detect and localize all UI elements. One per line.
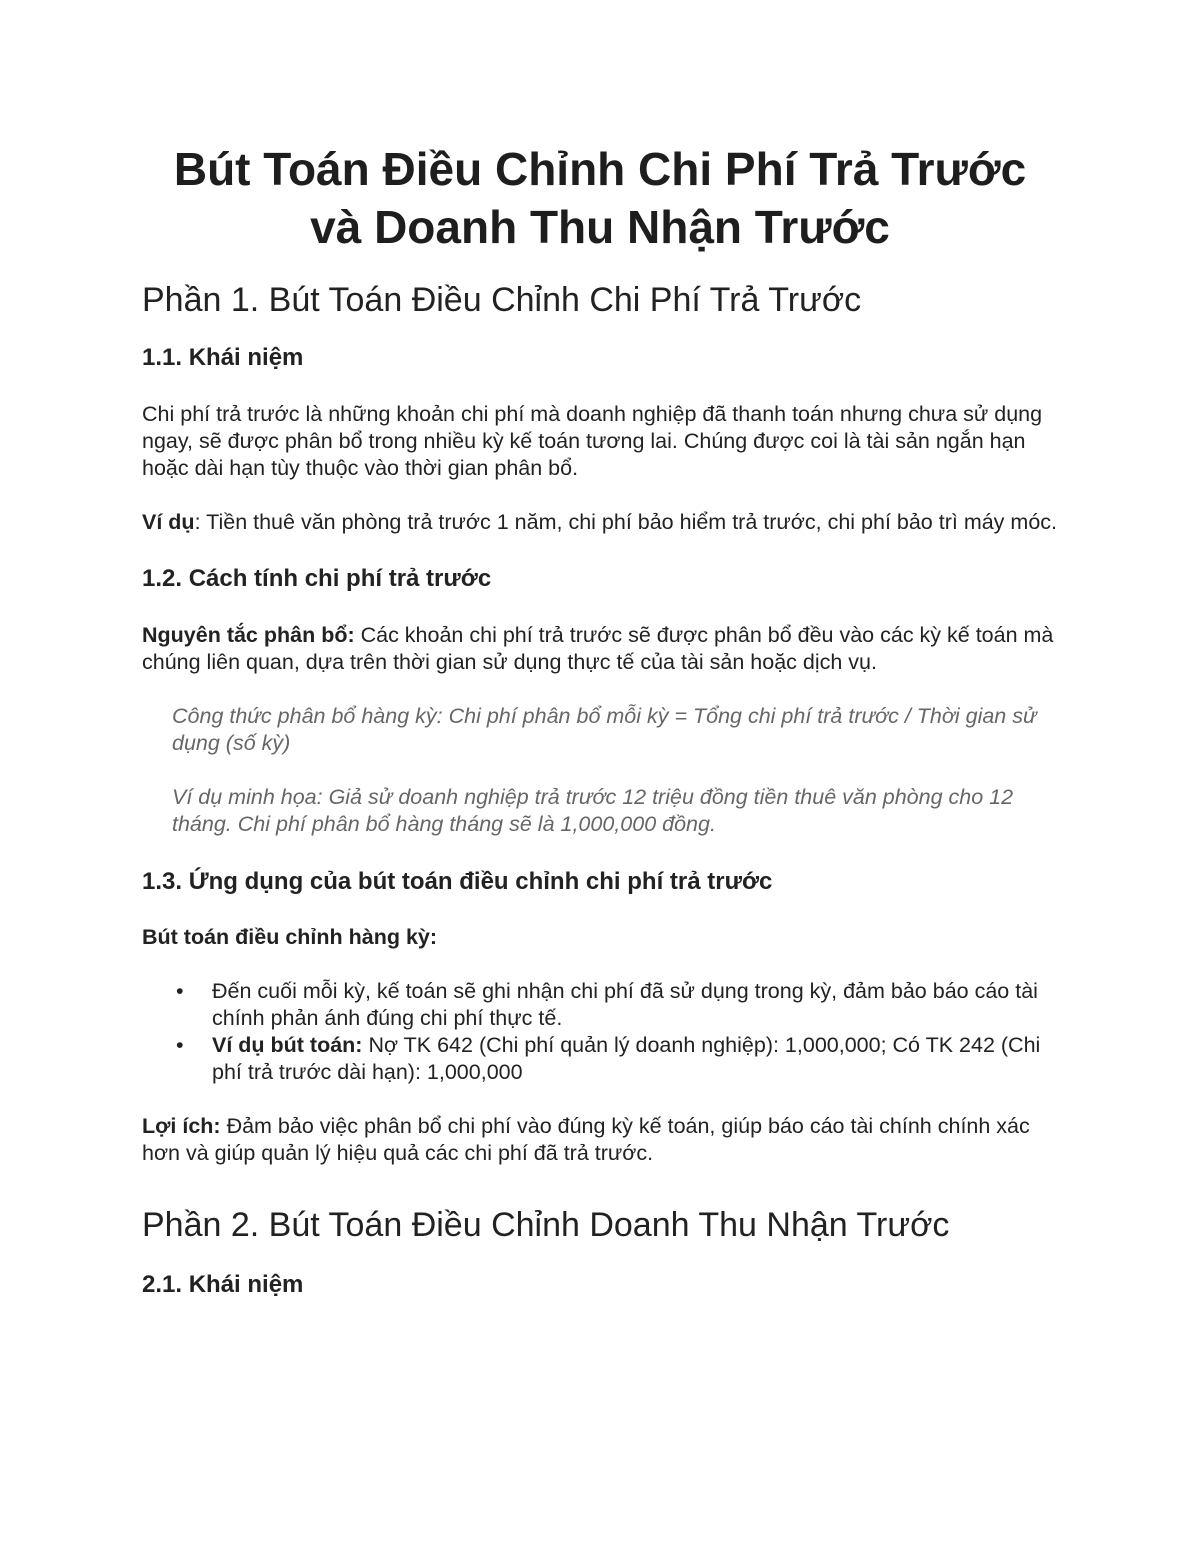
entry-bullet-list [142,978,1058,1086]
bullet-icon: • [176,1033,184,1057]
bullet-text: Nợ TK 642 (Chi phí quản lý doanh nghiệp): 1,000,000; Có TK 242 (Chi phí trả trước dài hạn): 1,000,000 [212,1033,1041,1084]
benefit-paragraph [142,1113,1058,1167]
bullet-label: Ví dụ bút toán: [212,1033,363,1057]
allocation-principle [142,622,1058,676]
example-text: : Tiền thuê văn phòng trả trước 1 năm, chi phí bảo hiểm trả trước, chi phí bảo trì máy móc. [194,510,1057,534]
example-label: Ví dụ [142,510,195,534]
section-1-1-paragraph: Chi phí trả trước là những khoản chi phí mà doanh nghiệp đã thanh toán nhưng chưa sử dụng ngay, sẽ được phân bổ trong nhiều kỳ kế toán tương lai. Chúng được coi là tài sản ngắn hạn hoặc dài hạn tùy thuộc vào thời gian phân bổ. [142,402,1043,480]
bullet-icon: • [176,979,184,1003]
section-1-2-heading: 1.2. Cách tính chi phí trả trước [142,565,492,592]
document-title [142,140,1058,256]
benefit-label: Lợi ích: [142,1114,221,1138]
document-page [142,140,1058,1301]
list-item [142,1032,1058,1086]
section-1-1-example [142,509,1058,536]
principle-label: Nguyên tắc phân bổ: [142,623,355,647]
list-item [142,978,1058,1032]
formula-quote: Công thức phân bổ hàng kỳ: Chi phí phân bổ mỗi kỳ = Tổng chi phí trả trước / Thời gian sử dụng (số kỳ) [172,704,1037,755]
principle-text: Các khoản chi phí trả trước sẽ được phân bổ đều vào các kỳ kế toán mà chúng liên quan, dựa trên thời gian sử dụng thực tế của tài sản hoặc dịch vụ. [142,623,1054,674]
bullet-text: Đến cuối mỗi kỳ, kế toán sẽ ghi nhận chi phí đã sử dụng trong kỳ, đảm bảo báo cáo tài chính phản ánh đúng chi phí thực tế. [212,979,1038,1030]
document-title-line2: và Doanh Thu Nhận Trước [310,201,890,253]
adjusting-entry-label: Bút toán điều chỉnh hàng kỳ: [142,925,438,949]
document-title-line1: Bút Toán Điều Chỉnh Chi Phí Trả Trước [173,143,1027,195]
part2-heading: Phần 2. Bút Toán Điều Chỉnh Doanh Thu Nhận Trước [142,1206,950,1244]
illustration-quote: Ví dụ minh họa: Giả sử doanh nghiệp trả trước 12 triệu đồng tiền thuê văn phòng cho 12 tháng. Chi phí phân bổ hàng tháng sẽ là 1,000,000 đồng. [172,785,1014,836]
part1-heading: Phần 1. Bút Toán Điều Chỉnh Chi Phí Trả Trước [142,281,862,319]
benefit-text: Đảm bảo việc phân bổ chi phí vào đúng kỳ kế toán, giúp báo cáo tài chính chính xác hơn và giúp quản lý hiệu quả các chi phí đã trả trước. [142,1114,1030,1165]
section-1-1-heading: 1.1. Khái niệm [142,344,304,371]
section-2-1-heading: 2.1. Khái niệm [142,1271,304,1298]
section-1-3-heading: 1.3. Ứng dụng của bút toán điều chỉnh chi phí trả trước [142,868,773,895]
